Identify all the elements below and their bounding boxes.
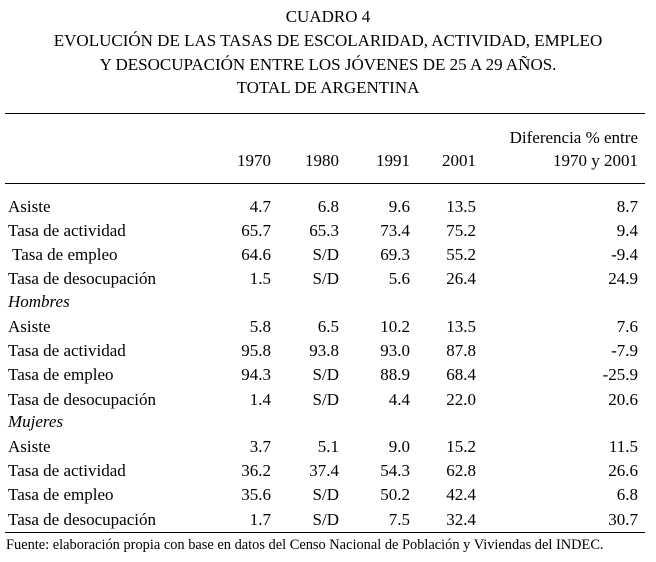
row-label: Tasa de empleo xyxy=(8,365,114,384)
table-title-line-1: EVOLUCIÓN DE LAS TASAS DE ESCOLARIDAD, ACTIVIDAD, EMPLEO xyxy=(53,31,603,50)
table-row xyxy=(0,340,656,362)
value-2001: 87.8 xyxy=(446,341,476,360)
row-label: Tasa de empleo xyxy=(12,245,118,264)
value-1970: 1.7 xyxy=(249,510,271,529)
value-difference: -9.4 xyxy=(611,245,638,264)
value-2001: 75.2 xyxy=(446,221,476,240)
row-label: Asiste xyxy=(8,317,51,336)
table-row xyxy=(0,244,656,266)
value-1991: 93.0 xyxy=(380,341,410,360)
column-header-difference-line-2: 1970 y 2001 xyxy=(553,151,638,170)
value-1970: 36.2 xyxy=(241,461,271,480)
value-2001: 15.2 xyxy=(446,437,476,456)
table-row xyxy=(0,509,656,531)
table-row xyxy=(0,268,656,290)
value-1980: 6.8 xyxy=(317,197,339,216)
value-1970: 94.3 xyxy=(241,365,271,384)
value-1970: 1.5 xyxy=(249,269,271,288)
value-difference: -25.9 xyxy=(602,365,638,384)
column-header-2001: 2001 xyxy=(442,151,476,170)
group-label-mujeres: Mujeres xyxy=(8,412,64,431)
table-row xyxy=(0,316,656,338)
row-label: Tasa de actividad xyxy=(8,221,126,240)
column-header-1991: 1991 xyxy=(376,151,410,170)
value-1980: S/D xyxy=(312,390,339,409)
value-1991: 7.5 xyxy=(388,510,410,529)
table-row xyxy=(0,436,656,458)
row-label: Asiste xyxy=(8,197,51,216)
value-1991: 54.3 xyxy=(380,461,410,480)
value-1980: S/D xyxy=(312,245,339,264)
value-1991: 50.2 xyxy=(380,485,410,504)
value-2001: 42.4 xyxy=(446,485,476,504)
value-1970: 1.4 xyxy=(249,390,271,409)
value-1980: 6.5 xyxy=(317,317,339,336)
table-title-line-3: TOTAL DE ARGENTINA xyxy=(236,78,420,97)
value-difference: 30.7 xyxy=(608,510,638,529)
row-label: Tasa de desocupación xyxy=(8,269,156,288)
column-header-1980: 1980 xyxy=(305,151,339,170)
value-1970: 65.7 xyxy=(241,221,271,240)
value-difference: 7.6 xyxy=(616,317,638,336)
row-label: Tasa de actividad xyxy=(8,341,126,360)
value-difference: 20.6 xyxy=(608,390,638,409)
value-2001: 62.8 xyxy=(446,461,476,480)
value-1970: 4.7 xyxy=(249,197,271,216)
value-1991: 10.2 xyxy=(380,317,410,336)
value-2001: 68.4 xyxy=(446,365,476,384)
value-difference: 9.4 xyxy=(616,221,638,240)
value-1980: S/D xyxy=(312,485,339,504)
value-1970: 35.6 xyxy=(241,485,271,504)
value-1980: 65.3 xyxy=(309,221,339,240)
value-difference: 24.9 xyxy=(608,269,638,288)
value-1980: S/D xyxy=(312,269,339,288)
group-label-hombres: Hombres xyxy=(8,292,70,311)
value-1980: S/D xyxy=(312,510,339,529)
value-2001: 55.2 xyxy=(446,245,476,264)
value-2001: 32.4 xyxy=(446,510,476,529)
value-difference: -7.9 xyxy=(611,341,638,360)
value-1970: 3.7 xyxy=(249,437,271,456)
value-2001: 26.4 xyxy=(446,269,476,288)
value-1980: 37.4 xyxy=(309,461,339,480)
value-1991: 88.9 xyxy=(380,365,410,384)
value-difference: 11.5 xyxy=(608,437,638,456)
top-rule xyxy=(5,113,645,114)
table-row xyxy=(0,220,656,242)
value-2001: 22.0 xyxy=(446,390,476,409)
table-row xyxy=(0,460,656,482)
value-difference: 6.8 xyxy=(616,485,638,504)
value-1991: 4.4 xyxy=(388,390,410,409)
row-label: Tasa de empleo xyxy=(8,485,114,504)
table-title-line-2: Y DESOCUPACIÓN ENTRE LOS JÓVENES DE 25 A 29 AÑOS. xyxy=(99,55,557,74)
value-1991: 9.0 xyxy=(388,437,410,456)
row-label: Asiste xyxy=(8,437,51,456)
table-row xyxy=(0,389,656,411)
column-header-1970: 1970 xyxy=(237,151,271,170)
value-1991: 9.6 xyxy=(388,197,410,216)
value-1991: 5.6 xyxy=(388,269,410,288)
table-row xyxy=(0,364,656,386)
value-1970: 64.6 xyxy=(241,245,271,264)
table-row xyxy=(0,484,656,506)
table-number: CUADRO 4 xyxy=(285,7,371,26)
value-1980: 93.8 xyxy=(309,341,339,360)
value-1991: 73.4 xyxy=(380,221,410,240)
row-label: Tasa de desocupación xyxy=(8,390,156,409)
value-1980: S/D xyxy=(312,365,339,384)
value-2001: 13.5 xyxy=(446,317,476,336)
value-difference: 8.7 xyxy=(616,197,638,216)
row-label: Tasa de desocupación xyxy=(8,510,156,529)
value-1970: 5.8 xyxy=(249,317,271,336)
source-note: Fuente: elaboración propia con base en datos del Censo Nacional de Población y Viviendas del INDEC. xyxy=(6,537,604,553)
value-1980: 5.1 xyxy=(317,437,339,456)
table-row xyxy=(0,196,656,218)
value-1970: 95.8 xyxy=(241,341,271,360)
row-label: Tasa de actividad xyxy=(8,461,126,480)
bottom-rule xyxy=(5,532,645,533)
column-header-difference-line-1: Diferencia % entre xyxy=(509,128,638,147)
header-rule xyxy=(5,183,645,184)
value-2001: 13.5 xyxy=(446,197,476,216)
value-1991: 69.3 xyxy=(380,245,410,264)
value-difference: 26.6 xyxy=(608,461,638,480)
